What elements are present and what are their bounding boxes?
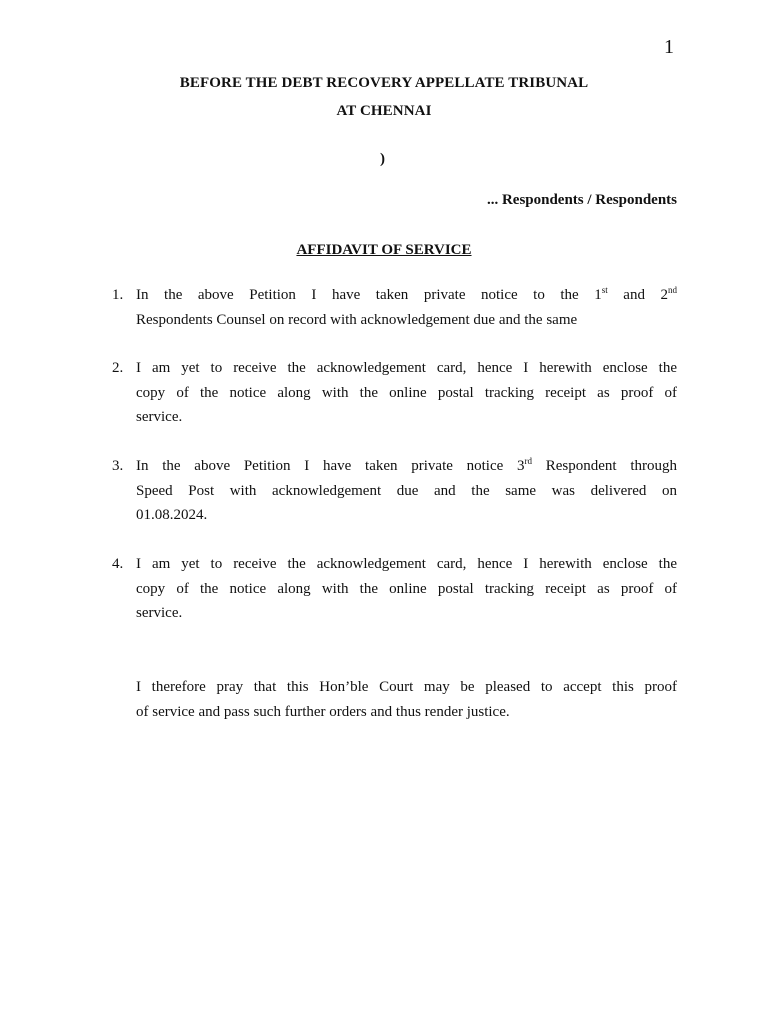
paragraph-line: I am yet to receive the acknowledgement card, hence I herewith enclose the [136,556,677,572]
text-segment: In the above Petition I have taken private notice 3 [136,458,525,474]
respondents-label: ... Respondents / Respondents [486,192,677,208]
paragraph-line: copy of the notice along with the online postal tracking receipt as proof of [136,384,677,401]
paragraph-line [136,454,677,479]
paragraph-line: copy of the notice along with the online postal tracking receipt as proof of [136,580,677,597]
ordinal-suffix: rd [524,456,533,466]
case-parenthesis: ) [380,151,385,167]
page-number: 1 [664,36,674,58]
prayer-paragraph [136,675,677,724]
text-segment: and 2 [607,287,668,303]
paragraph-line: service. [136,605,183,621]
paragraph-line: service. [136,409,183,425]
text-segment: Respondent through [532,458,677,474]
ordinal-suffix: nd [668,285,677,295]
paragraph-number: 2. [112,360,124,376]
text-segment: In the above Petition I have taken private notice to the 1 [136,287,602,303]
paragraph-2 [112,356,677,430]
paragraph-line: Speed Post with acknowledgement due and the same was delivered on [136,482,677,499]
paragraph-3 [112,454,677,528]
paragraph-line: I am yet to receive the acknowledgement card, hence I herewith enclose the [136,360,677,376]
paragraph-line [136,283,677,308]
tribunal-heading: BEFORE THE DEBT RECOVERY APPELLATE TRIBUNAL [179,75,589,91]
ordinal-suffix: st [601,285,608,295]
paragraph-line: of service and pass such further orders and thus render justice. [136,703,510,720]
paragraph-line: Respondents Counsel on record with acknowledgement due and the same [136,311,578,328]
paragraph-line: 01.08.2024. [136,507,208,523]
affidavit-title: AFFIDAVIT OF SERVICE [296,242,472,258]
paragraph-1 [112,283,677,332]
paragraph-number: 1. [112,287,124,303]
paragraph-number: 3. [112,458,124,474]
paragraph-4 [112,552,677,626]
paragraph-line: I therefore pray that this Hon’ble Court may be pleased to accept this proof [136,679,677,695]
paragraph-number: 4. [112,556,124,572]
tribunal-location: AT CHENNAI [336,103,432,119]
